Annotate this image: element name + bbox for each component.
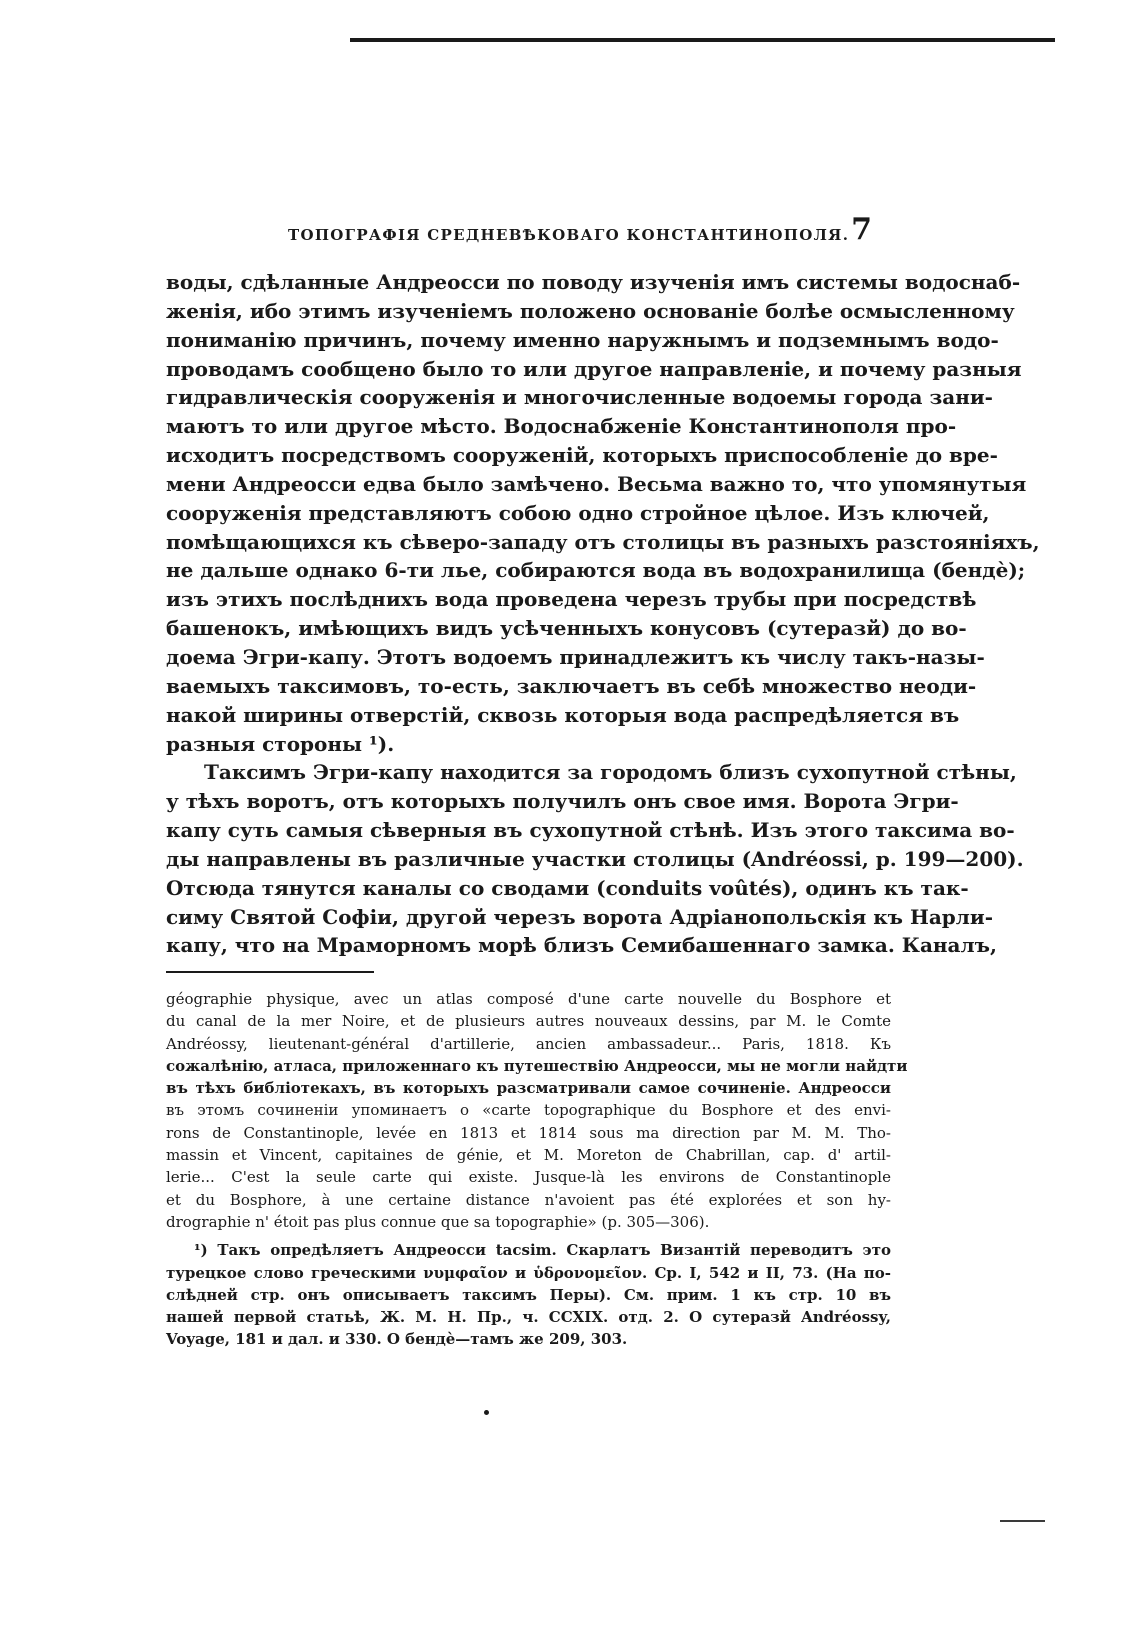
text-line: ваемыхъ таксимовъ, то-есть, заключаетъ въ себѣ множество неоди- <box>166 673 977 698</box>
text-line: симу Святой Софіи, другой черезъ ворота Адріанопольскія къ Нарли- <box>166 904 994 929</box>
text-line: доема Эгри-капу. Этотъ водоемъ принадлежитъ къ числу такъ-назы- <box>166 644 985 669</box>
text-line: Таксимъ Эгри-капу находится за городомъ близъ сухопутной стѣны, <box>204 760 1017 785</box>
text-line: башенокъ, имѣющихъ видъ усѣченныхъ конусовъ (сутеразй) до во- <box>166 616 967 641</box>
text-line: Отсюда тянутся каналы со сводами (conduits voûtés), одинъ къ так- <box>166 875 969 900</box>
footnote-line: massin et Vincent, capitaines de génie, et M. Moreton de Chabrillan, cap. d' artil- <box>166 1146 891 1165</box>
footnote-line: lerie... C'est la seule carte qui existe. Jusque-là les environs de Constantinople <box>166 1168 891 1187</box>
text-line: капу суть самыя сѣверныя въ сухопутной стѣнѣ. Изъ этого таксима во- <box>166 818 1015 843</box>
text-line: гидравлическія сооруженія и многочисленные водоемы города зани- <box>166 385 993 410</box>
text-line: маютъ то или другое мѣсто. Водоснабженіе Константинополя про- <box>166 414 957 439</box>
text-line: воды, сдѣланные Андреосси по поводу изученія имъ системы водоснаб- <box>166 270 1021 294</box>
text-line: капу, что на Мраморномъ морѣ близъ Семибашеннаго замка. Каналъ, <box>166 933 997 958</box>
scan-corner-mark <box>1000 1520 1045 1522</box>
footnote-line: слѣдней стр. онъ описываетъ таксимъ Перы). См. прим. 1 къ стр. 10 въ <box>166 1285 891 1304</box>
footnote-line: du canal de la mer Noire, et de plusieurs autres nouveaux dessins, par M. le Comte <box>166 1012 891 1031</box>
text-line: не дальше однако 6-ти лье, собираются вода въ водохранилища (бендѐ); <box>166 558 1026 583</box>
footnote-line: rons de Constantinople, levée en 1813 et 1814 sous ma direction par M. M. Tho- <box>166 1123 891 1142</box>
top-rule <box>350 38 1055 42</box>
text-line: исходитъ посредствомъ сооруженій, которыхъ приспособленіе до вре- <box>166 443 998 468</box>
footnote-line: et du Bosphore, à une certaine distance n'avoient pas été explorées et son hy- <box>166 1190 891 1209</box>
text-line: разныя стороны ¹). <box>166 731 395 756</box>
footnote-line: въ тѣхъ библіотекахъ, въ которыхъ разсматривали самое сочиненіе. Андреосси <box>166 1079 891 1098</box>
page-number: 7 <box>851 212 872 247</box>
scan-dot <box>484 1410 489 1415</box>
main-text <box>166 268 1040 960</box>
footnote-line: сожалѣнію, атласа, приложеннаго къ путешествію Андреосси, мы не могли найдти <box>166 1056 908 1075</box>
text-line: ды направлены въ различные участки столицы (Andréossi, p. 199—200). <box>166 846 1024 871</box>
footnote-line: Andréossy, lieutenant-général d'artillerie, ancien ambassadeur... Paris, 1818. Къ <box>166 1034 891 1053</box>
text-line: сооруженія представляютъ собою одно стройное цѣлое. Изъ ключей, <box>166 500 990 525</box>
text-line: проводамъ сообщено было то или другое направленіе, и почему разныя <box>166 356 1022 381</box>
text-line: женія, ибо этимъ изученіемъ положено основаніе болѣе осмысленному <box>166 298 1015 323</box>
footnote-line: въ этомъ сочиненіи упоминаетъ о «carte topographique du Bosphore et des envi- <box>166 1101 891 1120</box>
footnote-line: нашей первой статьѣ, Ж. М. Н. Пр., ч. CCXIX. отд. 2. О сутеразй Andréossy, <box>166 1308 891 1327</box>
footnote-line: турецкое слово греческими νυμφαῖον и ὑδρονομεῖον. Ср. I, 542 и II, 73. (На по- <box>166 1263 891 1282</box>
footnote-line: ¹) Такъ опредѣляетъ Андреосси tacsim. Скарлатъ Византій переводитъ это <box>194 1241 891 1260</box>
footnote-separator <box>166 971 374 973</box>
footnote-line: géographie physique, avec un atlas composé d'une carte nouvelle du Bosphore et <box>166 990 891 1008</box>
text-line: пониманію причинъ, почему именно наружнымъ и подземнымъ водо- <box>166 327 999 352</box>
page-header <box>170 212 890 252</box>
text-line: помѣщающихся къ сѣверо-западу отъ столицы въ разныхъ разстояніяхъ, <box>166 529 1040 554</box>
text-line: у тѣхъ воротъ, отъ которыхъ получилъ онъ свое имя. Ворота Эгри- <box>166 789 959 814</box>
text-line: изъ этихъ послѣднихъ вода проведена черезъ трубы при посредствѣ <box>166 587 977 612</box>
footnotes <box>166 988 908 1351</box>
text-line: накой ширины отверстій, сквозь которыя вода распредѣляется въ <box>166 702 960 727</box>
running-title: ТОПОГРАФІЯ СРЕДНЕВѢКОВАГО КОНСТАНТИНОПОЛЯ. <box>288 226 850 244</box>
footnote-line: Voyage, 181 и дал. и 330. О бендѐ—тамъ же 209, 303. <box>166 1330 628 1349</box>
text-line: мени Андреосси едва было замѣчено. Весьма важно то, что упомянутыя <box>166 471 1027 496</box>
footnote-line: drographie n' étoit pas plus connue que sa topographie» (p. 305—306). <box>166 1212 710 1231</box>
